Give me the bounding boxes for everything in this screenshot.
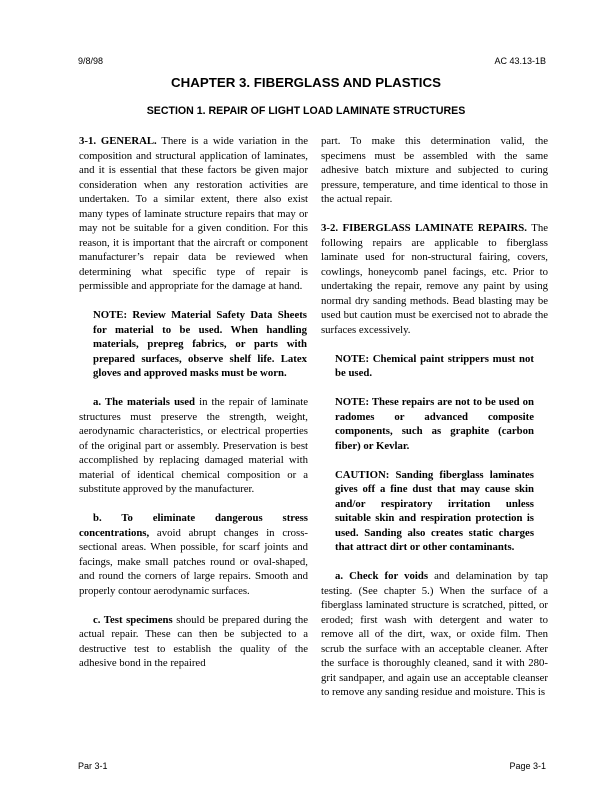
paragraph-3-2-a-heading: a. Check for voids — [335, 570, 429, 582]
paragraph-3-1-b-heading: b. To eliminate dangerous stress concentrations, — [79, 512, 308, 539]
footer-par: Par 3-1 — [78, 761, 108, 771]
right-column — [321, 134, 548, 714]
paragraph-3-2 — [321, 221, 548, 337]
paragraph-3-1-c-text: should be prepared during the actual repair. These can then be subjected to a destructive test to establish the quality of the adhesive bond in the repaired — [79, 613, 308, 669]
paragraph-3-2-a-text: and delamination by tap testing. (See chapter 5.) When the surface of a fiberglass laminated structure is scratched, pitted, or eroded; first wash with detergent and water to remove all of the dirt, wax, or oxide film. Then scrub the surface with an acceptable cleaner. After the surface is thoroughly cleaned, sand it with 280-grit sandpaper, and again use an acceptable cleanser to remove any sanding residue and moisture. This is — [321, 570, 548, 698]
caution-sanding: CAUTION: Sanding fiberglass laminates gives off a fine dust that may cause skin and/or respiratory irritation unless suitable skin and respiration protection is used. Sanding also creates static charges that attract dirt or other contaminants. — [335, 468, 534, 553]
paragraph-3-1-c-heading: c. Test specimens — [93, 613, 173, 626]
paragraph-3-1-c-continued: part. To make this determination valid, the specimens must be assembled with the same adhesive batch mixture and subjected to curing pressure, temperature, and time identical to those in the actual repair. — [321, 135, 548, 205]
paragraph-3-1-b — [79, 511, 308, 598]
header-date: 9/8/98 — [78, 56, 104, 66]
paragraph-3-1-heading: 3-1. GENERAL. — [79, 135, 157, 147]
note-paint-strippers: NOTE: Chemical paint strippers must not be used. — [335, 352, 534, 379]
note-radomes: NOTE: These repairs are not to be used on radomes or advanced composite components, such as graphite (carbon fiber) or Kevlar. — [335, 396, 534, 452]
paragraph-3-2-a — [321, 569, 548, 700]
footer-page: Page 3-1 — [509, 761, 546, 771]
paragraph-3-2-text: The following repairs are applicable to fiberglass laminate used for non-structural fairing, covers, cowlings, honeycomb panel facings, etc. Prior to undertaking the repair, remove any paint by using normal dry sanding methods. Bead blasting may be used but caution must be exercised not to abrade the surfaces excessively. — [321, 222, 548, 336]
paragraph-3-1-a-heading: a. The materials used — [93, 396, 195, 408]
paragraph-3-1-a — [79, 395, 308, 497]
header-doc-id: AC 43.13-1B — [494, 56, 546, 66]
paragraph-3-1-b-text: avoid abrupt changes in cross-sectional areas. When possible, for scarf joints and facings, make small patches round or oval-shaped, and round the corners of large repairs. Smooth and properly contour aerodynamic surfaces. — [79, 526, 308, 597]
paragraph-3-1-a-text: in the repair of laminate structures must preserve the strength, weight, aerodynamic characteristics, or electrical properties of the original part or assembly. Preservation is best accomplished by replacing damaged material with material of identical chemical composition or a substitute approved by the manufacturer. — [79, 396, 308, 495]
section-title: SECTION 1. REPAIR OF LIGHT LOAD LAMINATE STRUCTURES — [146, 105, 466, 117]
paragraph-3-2-heading: 3-2. FIBERGLASS LAMINATE REPAIRS. — [321, 222, 527, 234]
left-column — [79, 134, 308, 685]
paragraph-3-1-text: There is a wide variation in the composition and structural application of laminates, and it is essential that these factors be given major consideration when any restoration activities are undertaken. To a similar extent, there also exist many types of laminate structure repairs that may or may not be suitable for a given condition. For this reason, it is important that the aircraft or component manufacturer’s repair data be reviewed when determining what specific type of repair is permissible and appropriate for the damage at hand. — [79, 135, 308, 292]
paragraph-3-1 — [79, 134, 308, 294]
note-msds: NOTE: Review Material Safety Data Sheets for material to be used. When handling materials, prepreg fabrics, or parts with prepared surfaces, observe shelf life. Latex gloves and approved masks must be worn. — [93, 309, 307, 379]
chapter-title: CHAPTER 3. FIBERGLASS AND PLASTICS — [171, 75, 441, 90]
paragraph-3-1-c — [79, 613, 308, 671]
